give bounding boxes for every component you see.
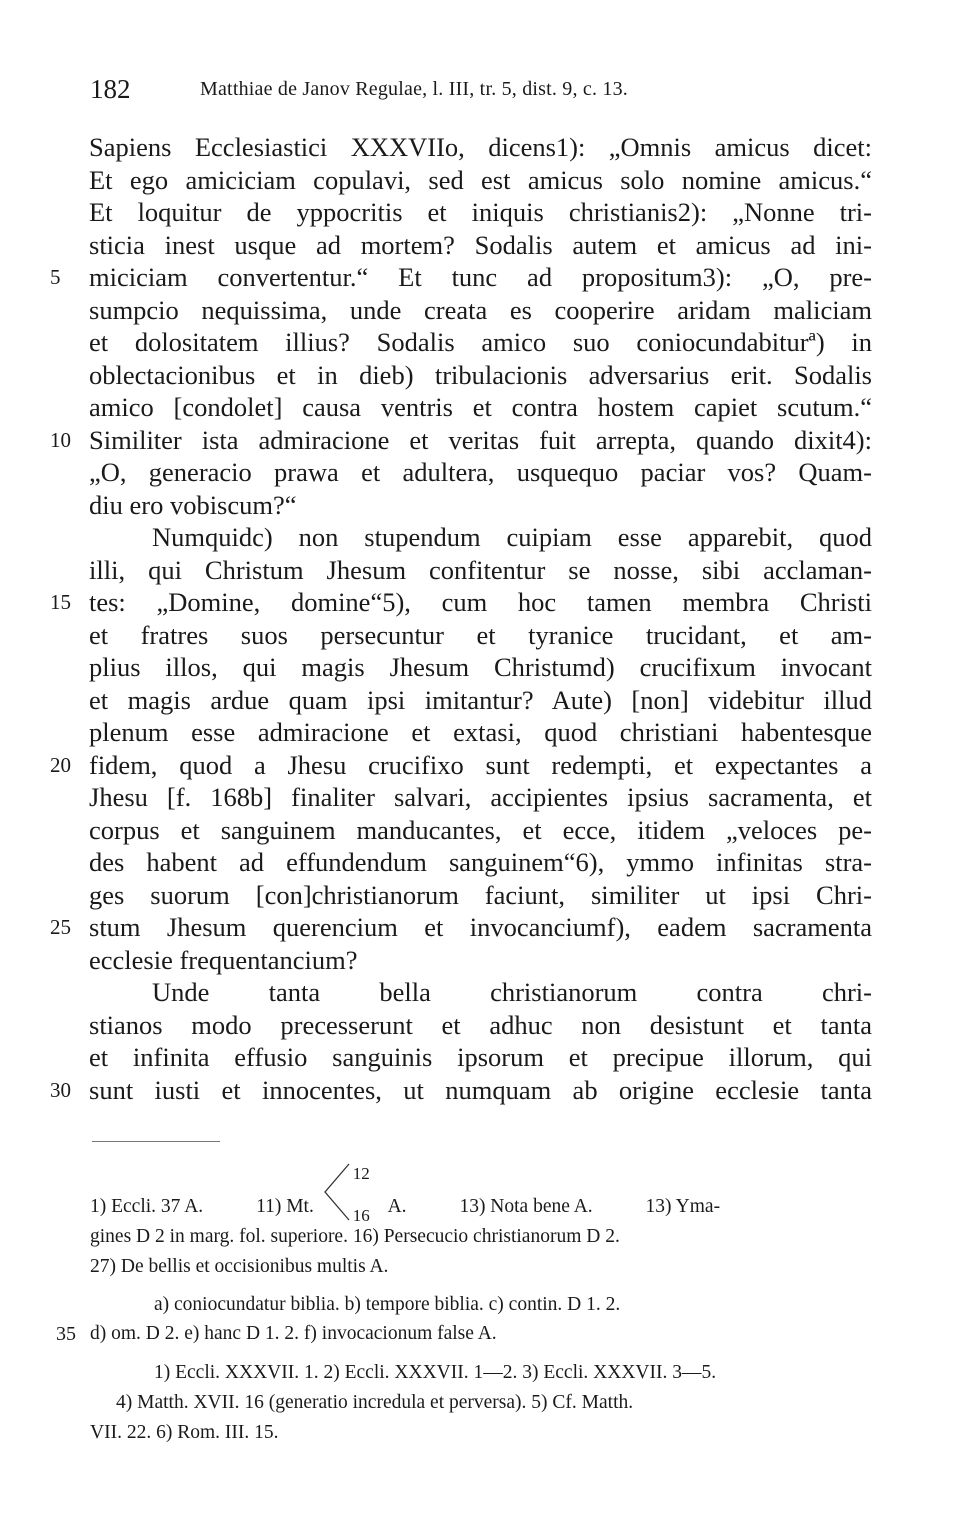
text-line: sunt iusti et innocentes, ut numquam ab origine ecclesie tanta xyxy=(89,1075,872,1105)
brace-top: 12 xyxy=(352,1164,370,1183)
footnote-divider xyxy=(92,1141,220,1142)
footnote-13a: 13) Nota bene A. xyxy=(459,1196,593,1218)
text-line: Numquidc) non stupendum cuipiam esse apparebit, quod xyxy=(152,522,872,552)
text-line: et magis ardue quam ipsi imitantur? Aute) [non] videbitur illud xyxy=(89,685,872,715)
brace-after: A. xyxy=(387,1196,407,1218)
text-line: Unde tanta bella christianorum contra chri- xyxy=(152,977,872,1007)
line-number: 25 xyxy=(50,915,71,939)
page-header xyxy=(90,74,872,110)
brace-bottom: 16 xyxy=(352,1206,370,1225)
footnote-11: 11) Mt. xyxy=(256,1196,314,1218)
footnote-line: 27) De bellis et occisionibus multis A. xyxy=(90,1256,389,1277)
text-line: Sapiens Ecclesiastici XXXVIIo, dicens1): „Omnis amicus dicet: xyxy=(89,132,872,162)
text-line: miciciam convertentur.“ Et tunc ad propositum3): „O, pre- xyxy=(89,262,872,292)
text-line: amico [condolet] causa ventris et contra hostem capiet scutum.“ xyxy=(89,392,872,422)
footnote-line: 1) Eccli. XXXVII. 1. 2) Eccli. XXXVII. 1—2. 3) Eccli. XXXVII. 3—5. xyxy=(154,1362,717,1383)
text-line: stum Jhesum querencium et invocanciumf), eadem sacramenta xyxy=(89,912,872,942)
text-line: sticia inest usque ad mortem? Sodalis autem et amicus ad ini- xyxy=(89,230,872,260)
footnote-line: 4) Matth. XVII. 16 (generatio incredula et perversa). 5) Cf. Matth. xyxy=(116,1392,634,1413)
page-number: 182 xyxy=(90,74,131,104)
footnote-line: gines D 2 in marg. fol. superiore. 16) Persecucio christianorum D 2. xyxy=(90,1226,620,1247)
footnote-line: a) coniocundatur biblia. b) tempore biblia. c) contin. D 1. 2. xyxy=(154,1294,621,1315)
text-line: corpus et sanguinem manducantes, et ecce, itidem „veloces pe- xyxy=(89,815,872,845)
text-line: tes: „Domine, domine“5), cum hoc tamen membra Christi xyxy=(89,587,872,617)
text-line: oblectacionibus et in dieb) tribulacionis adversarius erit. Sodalis xyxy=(89,360,872,390)
line-number: 5 xyxy=(50,265,61,289)
text-line: plius illos, qui magis Jhesum Christumd) crucifixum invocant xyxy=(89,652,872,682)
footnote-line: d) om. D 2. e) hanc D 1. 2. f) invocacionum false A. xyxy=(90,1323,497,1344)
text-line: stianos modo precesserunt et adhuc non desistunt et tanta xyxy=(89,1010,872,1040)
text-line: et dolositatem illius? Sodalis amico suo coniocundabiturª) in xyxy=(89,327,872,357)
line-number: 20 xyxy=(50,753,71,777)
footnote-line: VII. 22. 6) Rom. III. 15. xyxy=(90,1422,279,1443)
line-number: 35 xyxy=(56,1323,76,1345)
text-line: des habent ad effundendum sanguinem“6), ymmo infinitas stra- xyxy=(89,847,872,877)
text-line: sumpcio nequissima, unde creata es cooperire aridam maliciam xyxy=(89,295,872,325)
text-line: Et loquitur de yppocritis et iniquis christianis2): „Nonne tri- xyxy=(89,197,872,227)
text-line: Jhesu [f. 168b] finaliter salvari, accipientes ipsius sacramenta, et xyxy=(89,782,872,812)
text-line: Et ego amiciciam copulavi, sed est amicus solo nomine amicus.“ xyxy=(89,165,872,195)
text-line: Similiter ista admiracione et veritas fuit arrepta, quando dixit4): xyxy=(89,425,872,455)
line-number: 10 xyxy=(50,428,71,452)
footnote-line xyxy=(90,1164,872,1225)
text-line: ges suorum [con]christianorum faciunt, similiter ut ipsi Chri- xyxy=(89,880,872,910)
text-line: et infinita effusio sanguinis ipsorum et precipue illorum, qui xyxy=(89,1042,872,1072)
text-line: „O, generacio prawa et adultera, usquequo paciar vos? Quam- xyxy=(89,457,872,487)
footnote-1: 1) Eccli. 37 A. xyxy=(90,1196,204,1218)
footnote-13b: 13) Yma- xyxy=(645,1196,721,1218)
text-line: plenum esse admiracione et extasi, quod christiani habentesque xyxy=(89,717,872,747)
text-line: et fratres suos persecuntur et tyranice trucidant, et am- xyxy=(89,620,872,650)
line-number: 30 xyxy=(50,1078,71,1102)
line-number: 15 xyxy=(50,590,71,614)
running-title: Matthiae de Janov Regulae, l. III, tr. 5, dist. 9, c. 13. xyxy=(200,78,628,100)
text-line: ecclesie frequentancium? xyxy=(89,945,358,975)
text-line: illi, qui Christum Jhesum confitentur se nosse, sibi acclaman- xyxy=(89,555,872,585)
text-line: fidem, quod a Jhesu crucifixo sunt redempti, et expectantes a xyxy=(89,750,872,780)
text-line: diu ero vobiscum?“ xyxy=(89,490,297,520)
